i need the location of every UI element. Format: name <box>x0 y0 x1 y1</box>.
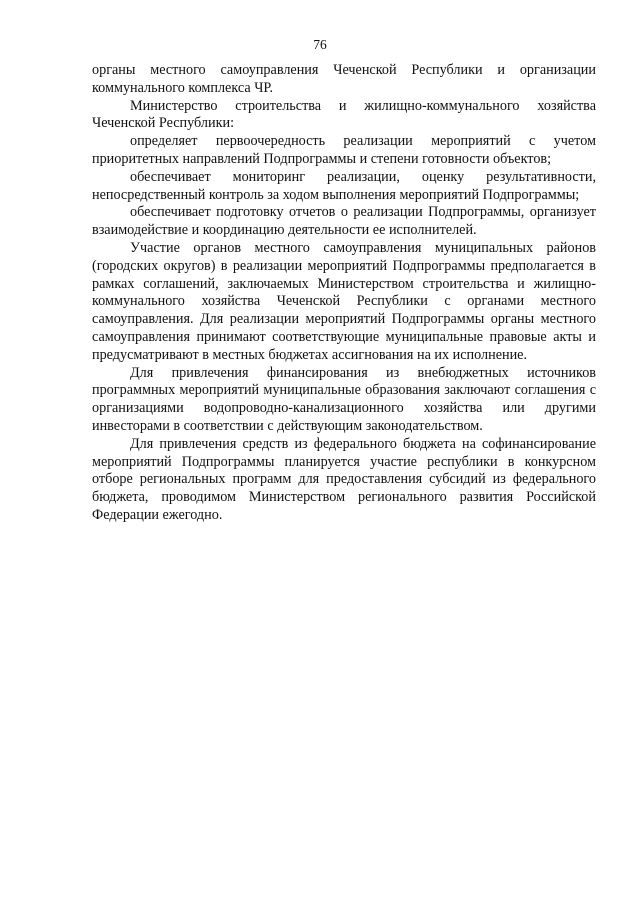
paragraph-reports: обеспечивает подготовку отчетов о реализации Подпрограммы, организует взаимодействие и координацию деятельности ее исполнителей. <box>92 204 596 239</box>
page-number: 76 <box>313 37 327 52</box>
paragraph-continuation: органы местного самоуправления Чеченской Республики и организации коммунального комплекса ЧР. <box>92 62 596 96</box>
paragraph-municipal-participation: Участие органов местного самоуправления муниципальных районов (городских округов) в реализации мероприятий Подпрограммы предполагается в рамках соглашений, заключаемых Министерством строительства и жилищно-коммунального хозяйства Чеченской Республики с органами местного самоуправления. Для реализации мероприятий Подпрограммы органы местного самоуправления принимают соответствующие муниципальные правовые акты и предусматривают в местных бюджетах ассигнования на их исполнение. <box>92 239 596 363</box>
paragraph-federal-cofinancing: Для привлечения средств из федерального бюджета на софинансирование мероприятий Подпрограммы планируется участие республики в конкурсном отборе региональных программ для предоставления субсидий из федерального бюджета, проводимом Министерством регионального развития Российской Федерации ежегодно. <box>92 435 596 523</box>
document-body <box>92 62 596 525</box>
paragraph-priority: определяет первоочередность реализации мероприятий с учетом приоритетных направлений Подпрограммы и степени готовности объектов; <box>92 133 596 167</box>
paragraph-monitoring: обеспечивает мониторинг реализации, оценку результативности, непосредственный контроль за ходом выполнения мероприятий Подпрограммы; <box>92 168 596 203</box>
paragraph-extrabudgetary-financing: Для привлечения финансирования из внебюджетных источников программных мероприятий муниципальные образования заключают соглашения с организациями водопроводно-канализационного хозяйства или другими инвесторами в соответствии с действующим законодательством. <box>92 364 596 434</box>
paragraph-ministry-intro: Министерство строительства и жилищно-коммунального хозяйства Чеченской Республики: <box>92 97 596 132</box>
